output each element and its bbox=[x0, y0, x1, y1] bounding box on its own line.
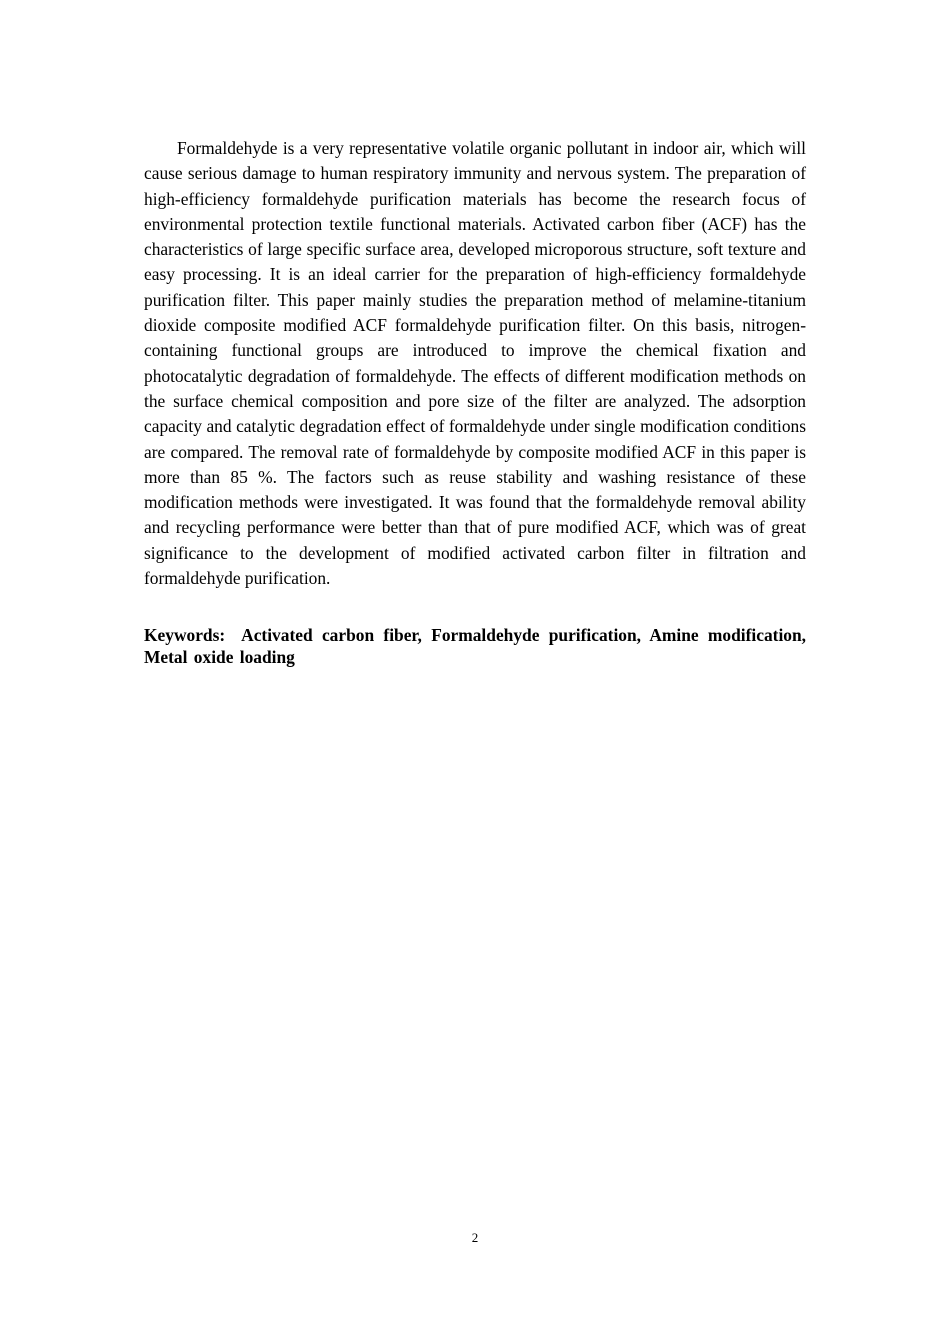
page-content bbox=[144, 136, 806, 668]
abstract-paragraph: Formaldehyde is a very representative volatile organic pollutant in indoor air, which will cause serious damage to human respiratory immunity and nervous system. The preparation of high-efficiency formaldehyde purification materials has become the research focus of environmental protection textile functional materials. Activated carbon fiber (ACF) has the characteristics of large specific surface area, developed microporous structure, soft texture and easy processing. It is an ideal carrier for the preparation of high-efficiency formaldehyde purification filter. This paper mainly studies the preparation method of melamine-titanium dioxide composite modified ACF formaldehyde purification filter. On this basis, nitrogen-containing functional groups are introduced to improve the chemical fixation and photocatalytic degradation of formaldehyde. The effects of different modification methods on the surface chemical composition and pore size of the filter are analyzed. The adsorption capacity and catalytic degradation effect of formaldehyde under single modification conditions are compared. The removal rate of formaldehyde by composite modified ACF in this paper is more than 85 %. The factors such as reuse stability and washing resistance of these modification methods were investigated. It was found that the formaldehyde removal ability and recycling performance were better than that of pure modified ACF, which was of great significance to the development of modified activated carbon filter in filtration and formaldehyde purification. bbox=[144, 138, 806, 589]
keywords-line bbox=[144, 624, 806, 668]
page-number: 2 bbox=[471, 1230, 479, 1245]
keywords-label: Keywords: bbox=[144, 625, 226, 646]
keywords-list: Activated carbon fiber, Formaldehyde purification, Amine modification, Metal oxide loading bbox=[144, 625, 806, 668]
